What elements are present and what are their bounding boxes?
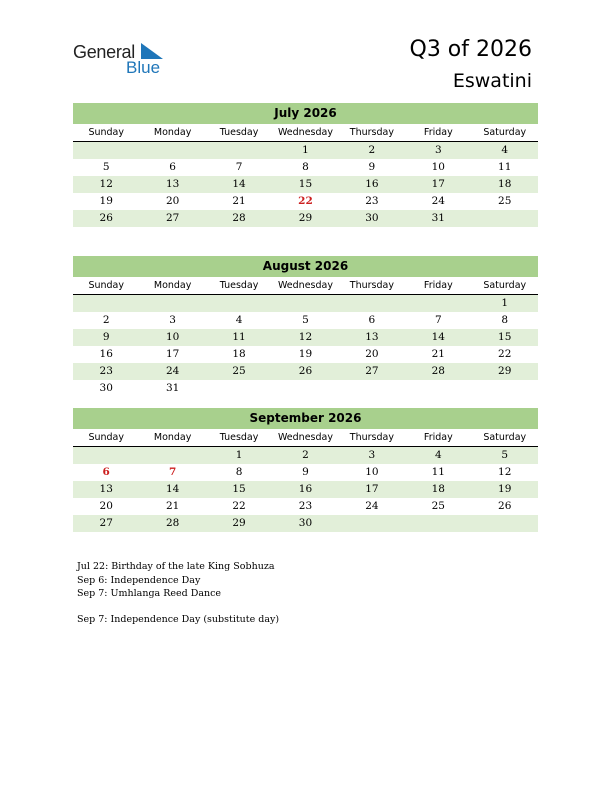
weekday-label: Tuesday	[219, 432, 259, 443]
holiday-notes	[77, 560, 279, 626]
day-cell: 28	[431, 365, 445, 377]
day-cell: 23	[99, 365, 113, 377]
week-row	[73, 515, 538, 532]
day-cell: 24	[165, 365, 180, 377]
day-cell: 25	[498, 195, 512, 207]
day-cell: 17	[431, 178, 445, 190]
day-cell: 30	[99, 382, 113, 394]
day-cell	[139, 142, 205, 159]
week-row	[73, 498, 538, 515]
day-cell: 30	[365, 212, 379, 224]
day-cell: 26	[498, 500, 512, 512]
weekday-label: Wednesday	[277, 127, 333, 138]
week-row	[73, 193, 538, 210]
day-cell: 11	[431, 466, 445, 478]
day-cell: 19	[498, 483, 512, 495]
day-cell: 9	[368, 161, 376, 173]
day-cell	[139, 295, 205, 312]
week-row	[73, 142, 538, 159]
day-cell: 21	[165, 500, 180, 512]
day-cell: 5	[501, 449, 509, 461]
day-cell: 13	[99, 483, 113, 495]
day-cell: 15	[498, 331, 512, 343]
weekday-label: Sunday	[88, 280, 124, 291]
day-cell: 1	[501, 297, 509, 309]
day-cell: 21	[232, 195, 246, 207]
weekday-label: Saturday	[483, 432, 527, 443]
day-cell: 23	[365, 195, 379, 207]
month-header: July 2026	[73, 103, 538, 124]
day-cell: 5	[302, 314, 309, 326]
week-row	[73, 176, 538, 193]
day-cell	[73, 295, 139, 312]
day-cell	[206, 380, 272, 397]
day-cell: 18	[431, 483, 445, 495]
day-cell: 4	[235, 314, 243, 326]
week-row	[73, 329, 538, 346]
day-cell: 14	[165, 483, 180, 495]
weekday-label: Saturday	[483, 127, 527, 138]
day-cell: 9	[102, 331, 110, 343]
day-cell	[405, 380, 471, 397]
calendar-september	[73, 408, 538, 532]
day-cell: 1	[302, 144, 309, 156]
weekday-label: Friday	[423, 432, 453, 443]
week-row	[73, 210, 538, 227]
day-cell: 29	[498, 365, 512, 377]
day-cell	[339, 295, 405, 312]
day-cell: 23	[298, 500, 313, 512]
day-cell: 12	[298, 331, 313, 343]
weekday-label: Friday	[423, 127, 453, 138]
day-cell	[73, 447, 139, 464]
day-cell: 13	[365, 331, 379, 343]
holiday-day-cell: 6	[102, 466, 110, 478]
day-cell: 6	[169, 161, 176, 173]
day-cell: 9	[302, 466, 309, 478]
day-cell: 20	[165, 195, 180, 207]
day-cell: 14	[232, 178, 246, 190]
day-cell: 22	[498, 348, 512, 360]
note-item: Sep 6: Independence Day	[77, 574, 201, 586]
week-row	[73, 159, 538, 176]
day-cell: 12	[498, 466, 512, 478]
day-cell: 29	[298, 212, 313, 224]
day-cell: 3	[368, 449, 376, 461]
weekday-label: Thursday	[349, 127, 394, 138]
day-cell: 6	[368, 314, 376, 326]
day-cell: 27	[99, 517, 113, 529]
week-row	[73, 295, 538, 312]
day-cell	[73, 142, 139, 159]
weekday-label: Thursday	[349, 432, 394, 443]
weekday-label: Wednesday	[277, 432, 333, 443]
day-cell: 13	[165, 178, 180, 190]
day-cell: 25	[431, 500, 445, 512]
day-cell: 29	[232, 517, 246, 529]
week-row	[73, 481, 538, 498]
day-cell	[472, 380, 538, 397]
day-cell: 31	[431, 212, 445, 224]
day-cell: 11	[498, 161, 512, 173]
day-cell: 26	[99, 212, 113, 224]
week-row	[73, 447, 538, 464]
day-cell: 24	[365, 500, 379, 512]
note-item: Sep 7: Independence Day (substitute day)	[77, 613, 280, 625]
day-cell: 2	[102, 314, 110, 326]
page-title: Q3 of 2026	[409, 37, 532, 62]
day-cell	[472, 515, 538, 532]
day-cell: 17	[165, 348, 180, 360]
weekday-label: Wednesday	[277, 280, 333, 291]
day-cell: 28	[232, 212, 246, 224]
day-cell: 10	[165, 331, 180, 343]
day-cell: 20	[99, 500, 113, 512]
day-cell: 16	[365, 178, 379, 190]
month-header: August 2026	[73, 256, 538, 277]
month-header: September 2026	[73, 408, 538, 429]
day-cell: 3	[169, 314, 176, 326]
weekday-row	[73, 429, 538, 447]
week-row	[73, 464, 538, 481]
day-cell	[472, 210, 538, 227]
day-cell: 7	[235, 161, 243, 173]
day-cell	[272, 295, 338, 312]
day-cell: 5	[102, 161, 110, 173]
weekday-row	[73, 277, 538, 295]
day-cell	[405, 515, 471, 532]
logo-triangle-icon	[141, 43, 163, 59]
day-cell: 4	[434, 449, 442, 461]
day-cell: 14	[431, 331, 445, 343]
day-cell: 1	[235, 449, 243, 461]
logo-text-general: General	[73, 42, 135, 62]
generalblue-logo	[73, 42, 173, 78]
week-row	[73, 363, 538, 380]
day-cell: 7	[434, 314, 442, 326]
note-item: Sep 7: Umhlanga Reed Dance	[77, 588, 222, 599]
day-cell: 2	[368, 144, 376, 156]
day-cell: 31	[165, 382, 180, 394]
day-cell	[272, 380, 338, 397]
holiday-day-cell: 7	[168, 466, 177, 478]
day-cell: 28	[165, 517, 180, 529]
day-cell: 27	[165, 212, 180, 224]
day-cell	[206, 142, 272, 159]
day-cell	[339, 515, 405, 532]
weekday-label: Sunday	[88, 127, 124, 138]
weekday-row	[73, 124, 538, 142]
calendar-july	[73, 103, 538, 227]
day-cell: 22	[232, 500, 246, 512]
day-cell: 16	[99, 348, 113, 360]
weekday-label: Monday	[153, 127, 192, 138]
note-item: Jul 22: Birthday of the late King Sobhuza	[77, 561, 275, 572]
day-cell: 24	[431, 195, 445, 207]
weekday-label: Friday	[423, 280, 453, 291]
day-cell: 19	[298, 348, 313, 360]
day-cell: 10	[431, 161, 445, 173]
day-cell	[339, 380, 405, 397]
day-cell: 15	[232, 483, 246, 495]
day-cell: 21	[431, 348, 445, 360]
country-name: Eswatini	[452, 70, 532, 92]
day-cell: 12	[99, 178, 113, 190]
day-cell: 11	[232, 331, 246, 343]
weekday-label: Monday	[153, 432, 192, 443]
day-cell: 8	[302, 161, 309, 173]
weekday-label: Monday	[153, 280, 192, 291]
day-cell	[206, 295, 272, 312]
weekday-label: Thursday	[349, 280, 394, 291]
day-cell: 19	[99, 195, 113, 207]
day-cell: 26	[298, 365, 313, 377]
week-row	[73, 312, 538, 329]
day-cell: 4	[501, 144, 509, 156]
day-cell: 8	[501, 314, 509, 326]
day-cell: 17	[365, 483, 379, 495]
day-cell	[139, 447, 205, 464]
calendar-august	[73, 256, 538, 397]
weekday-label: Tuesday	[219, 127, 259, 138]
day-cell: 18	[232, 348, 246, 360]
day-cell: 30	[298, 517, 313, 529]
day-cell: 18	[498, 178, 512, 190]
day-cell: 10	[365, 466, 379, 478]
logo-text-blue: Blue	[126, 58, 161, 77]
day-cell: 27	[365, 365, 379, 377]
day-cell: 8	[235, 466, 243, 478]
holiday-day-cell: 22	[298, 195, 313, 207]
day-cell: 2	[302, 449, 309, 461]
weekday-label: Sunday	[88, 432, 124, 443]
day-cell	[405, 295, 471, 312]
weekday-label: Saturday	[483, 280, 527, 291]
day-cell: 3	[434, 144, 442, 156]
week-row	[73, 346, 538, 363]
day-cell: 20	[365, 348, 379, 360]
week-row	[73, 380, 538, 397]
weekday-label: Tuesday	[219, 280, 259, 291]
day-cell: 16	[298, 483, 313, 495]
day-cell: 25	[232, 365, 246, 377]
day-cell: 15	[298, 178, 313, 190]
